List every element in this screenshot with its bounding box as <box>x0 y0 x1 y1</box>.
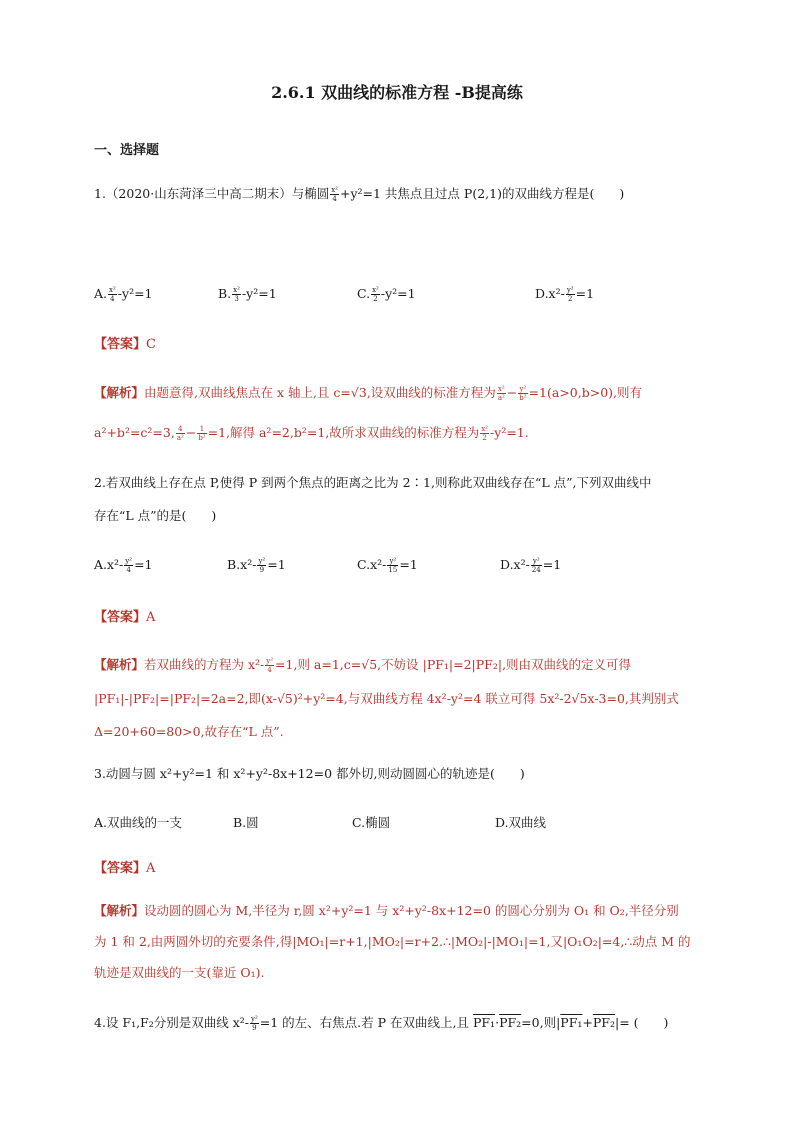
q3-explanation-line-3: 轨迹是双曲线的一支(靠近 O₁). <box>94 965 265 980</box>
q1-explanation-line-2: a²+b²=c²=3, $\frac{4}{\text{a²}}$ − $\frac{1}{\text{b²}}$ =1,解得 a²=2,b²=1,故所求双曲线的标准方程为 $\frac{\text{x²}}{2}$ -y²=1. <box>94 425 529 442</box>
q1-answer: 【答案】C <box>94 337 156 352</box>
q2-answer: 【答案】A <box>94 610 156 625</box>
q2-option-a: A.x²- $\frac{\text{y²}}{4}$ =1 <box>94 557 153 574</box>
q2-option-d: D.x²- $\frac{\text{y²}}{24}$ =1 <box>500 557 562 574</box>
q3-answer: 【答案】A <box>94 861 156 876</box>
q2-explanation-line-3: Δ=20+60=80>0,故存在“L 点”. <box>94 724 284 739</box>
q3-option-b: B.圆 <box>233 815 259 830</box>
q3-option-d: D.双曲线 <box>495 815 547 830</box>
q1-explanation-line-1: 【解析】由题意得,双曲线焦点在 x 轴上,且 c=√3,设双曲线的标准方程为 $\frac{\text{x²}}{\text{a²}}$ − $\frac{\text{y²}}{\text{b²}}$ =1(a>0,b>0),则有 <box>94 385 643 402</box>
vector-pf2: PF₂ <box>499 1015 522 1030</box>
q2-option-c: C.x²- $\frac{\text{y²}}{15}$ =1 <box>357 557 418 574</box>
q1-option-b: B. $\frac{\text{x²}}{3}$ -y²=1 <box>218 286 277 303</box>
q3-explanation-line-1: 【解析】设动圆的圆心为 M,半径为 r,圆 x²+y²=1 与 x²+y²-8x+12=0 的圆心分别为 O₁ 和 O₂,半径分别 <box>94 903 679 918</box>
q3-explanation-line-2: 为 1 和 2,由两圆外切的充要条件,得|MO₁|=r+1,|MO₂|=r+2.∴|MO₂|-|MO₁|=1,又|O₁O₂|=4,∴动点 M 的 <box>94 934 691 949</box>
q3-option-c: C.椭圆 <box>352 815 391 830</box>
q2-explanation-line-2: |PF₁|-|PF₂|=|PF₂|=2a=2,即(x-√5)²+y²=4,与双曲线方程 4x²-y²=4 联立可得 5x²-2√5x-3=0,其判别式 <box>94 691 679 706</box>
question-1-stem <box>94 186 624 203</box>
page-title: 2.6.1 双曲线的标准方程 -B提高练 <box>271 83 523 102</box>
q1-stem-part-a: 1.（2020·山东菏泽三中高二期末）与椭圆 <box>94 186 330 201</box>
vector-pf1: PF₁ <box>472 1015 496 1030</box>
q1-option-c: C. $\frac{\text{x²}}{2}$ -y²=1 <box>357 286 416 303</box>
question-2-stem-line-2: 存在“L 点”的是( ) <box>94 508 217 523</box>
question-3-stem: 3.动圆与圆 x²+y²=1 和 x²+y²-8x+12=0 都外切,则动圆圆心的轨迹是( ) <box>94 766 525 781</box>
q1-stem-part-b: +y²=1 共焦点且过点 P(2,1)的双曲线方程是( ) <box>339 186 625 201</box>
q1-option-a: A. $\frac{\text{x²}}{4}$ -y²=1 <box>94 286 153 303</box>
q2-option-b: B.x²- $\frac{\text{y²}}{9}$ =1 <box>227 557 286 574</box>
q3-option-a: A.双曲线的一支 <box>94 815 183 830</box>
question-2-stem-line-1: 2.若双曲线上存在点 P,使得 P 到两个焦点的距离之比为 2∶1,则称此双曲线存在“L 点”,下列双曲线中 <box>94 475 652 490</box>
q2-explanation-line-1: 【解析】若双曲线的方程为 x²- $\frac{\text{y²}}{4}$ =1,则 a=1,c=√5,不妨设 |PF₁|=2|PF₂|,则由双曲线的定义可得 <box>94 657 632 674</box>
question-4-stem: 4.设 F₁,F₂分别是双曲线 x²- $\frac{\text{y²}}{9}$ =1 的左、右焦点.若 P 在双曲线上,且 PF₁·PF₂=0,则|PF₁+PF₂|= ( ) <box>94 1015 669 1032</box>
q1-option-d: D.x²- $\frac{\text{y²}}{2}$ =1 <box>535 286 595 303</box>
q1-ellipse-fraction: $\frac{\text{x²}}{4}$ <box>331 186 338 203</box>
section-heading: 一、选择题 <box>94 143 160 158</box>
